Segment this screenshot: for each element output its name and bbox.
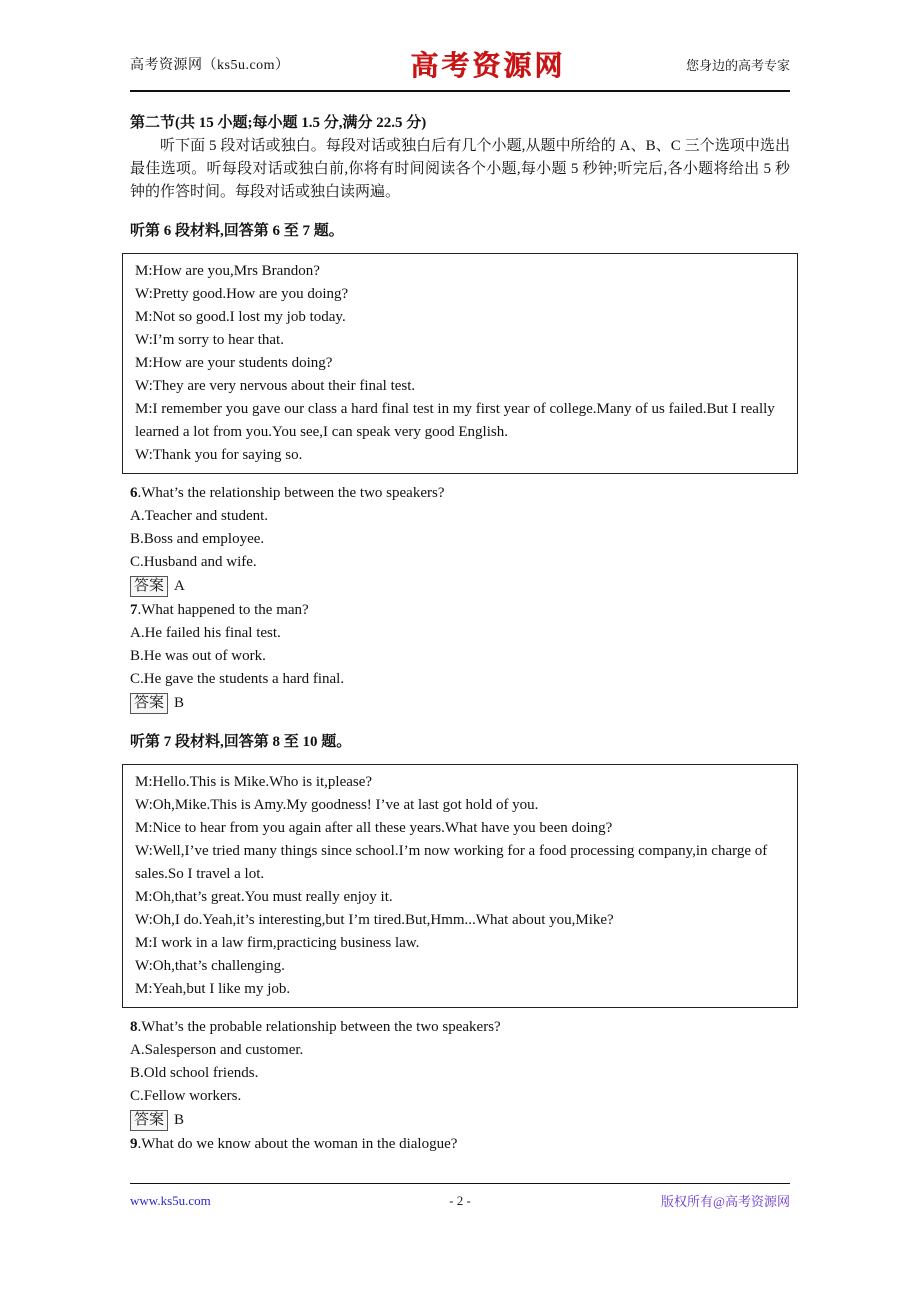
answer-value: A bbox=[174, 578, 185, 594]
question-stem bbox=[130, 482, 790, 505]
question-text: .What’s the probable relationship between the two speakers? bbox=[137, 1019, 501, 1035]
dialogue-line: W:Oh,I do.Yeah,it’s interesting,but I’m tired.But,Hmm...What about you,Mike? bbox=[135, 912, 614, 928]
page-footer bbox=[130, 1183, 790, 1210]
option-a: A.He failed his final test. bbox=[130, 625, 281, 641]
dialogue-line: M:How are you,Mrs Brandon? bbox=[135, 263, 320, 279]
dialogue-line: M:Not so good.I lost my job today. bbox=[135, 309, 346, 325]
material-heading-1: 听第 6 段材料,回答第 6 至 7 题。 bbox=[130, 223, 344, 239]
answer-row bbox=[130, 575, 790, 598]
dialogue-line: M:Oh,that’s great.You must really enjoy it. bbox=[135, 889, 393, 905]
answer-label: 答案 bbox=[130, 576, 168, 597]
option-b: B.Old school friends. bbox=[130, 1065, 259, 1081]
question-text: .What’s the relationship between the two speakers? bbox=[137, 485, 445, 501]
dialogue-line: W:I’m sorry to hear that. bbox=[135, 332, 284, 348]
header-site-name: 高考资源网（ks5u.com） bbox=[130, 58, 290, 73]
question-6 bbox=[130, 482, 790, 598]
option-b: B.Boss and employee. bbox=[130, 531, 265, 547]
dialogue-line: M:Nice to hear from you again after all these years.What have you been doing? bbox=[135, 820, 613, 836]
option-a: A.Salesperson and customer. bbox=[130, 1042, 304, 1058]
question-number: 8 bbox=[130, 1019, 138, 1035]
footer-copyright: 版权所有@高考资源网 bbox=[661, 1194, 791, 1209]
answer-label: 答案 bbox=[130, 1110, 168, 1131]
option-c: C.Fellow workers. bbox=[130, 1088, 242, 1104]
question-stem bbox=[130, 1133, 790, 1156]
dialogue-box-1 bbox=[122, 253, 798, 474]
option-b: B.He was out of work. bbox=[130, 648, 266, 664]
question-9 bbox=[130, 1133, 790, 1156]
answer-value: B bbox=[174, 1112, 185, 1128]
dialogue-line: M:How are your students doing? bbox=[135, 355, 333, 371]
page-header bbox=[130, 0, 790, 92]
question-7 bbox=[130, 599, 790, 715]
question-8 bbox=[130, 1016, 790, 1132]
question-number: 6 bbox=[130, 485, 138, 501]
option-c: C.He gave the students a hard final. bbox=[130, 671, 345, 687]
dialogue-line: W:Pretty good.How are you doing? bbox=[135, 286, 349, 302]
dialogue-box-2 bbox=[122, 764, 798, 1008]
dialogue-line: W:Well,I’ve tried many things since school.I’m now working for a food processing company,in charge of sales.So I travel a lot. bbox=[135, 843, 768, 882]
answer-label: 答案 bbox=[130, 693, 168, 714]
dialogue-line: M:I work in a law firm,practicing business law. bbox=[135, 935, 420, 951]
material-heading-2: 听第 7 段材料,回答第 8 至 10 题。 bbox=[130, 734, 352, 750]
page-number: - 2 - bbox=[449, 1192, 471, 1208]
footer-site-link[interactable]: www.ks5u.com bbox=[130, 1192, 211, 1208]
question-number: 9 bbox=[130, 1136, 138, 1152]
dialogue-line: M:Hello.This is Mike.Who is it,please? bbox=[135, 774, 373, 790]
dialogue-line: W:Thank you for saying so. bbox=[135, 447, 303, 463]
question-text: .What happened to the man? bbox=[137, 602, 309, 618]
dialogue-line: M:Yeah,but I like my job. bbox=[135, 981, 291, 997]
question-text: .What do we know about the woman in the dialogue? bbox=[137, 1136, 458, 1152]
section-title: 第二节(共 15 小题;每小题 1.5 分,满分 22.5 分) bbox=[130, 115, 427, 131]
question-stem bbox=[130, 599, 790, 622]
answer-value: B bbox=[174, 695, 185, 711]
instructions-paragraph: 听下面 5 段对话或独白。每段对话或独白后有几个小题,从题中所给的 A、B、C 三个选项中选出最佳选项。听每段对话或独白前,你将有时间阅读各个小题,每小题 5 秒钟;听完后,各小题将给出 5 秒钟的作答时间。每段对话或独白读两遍。 bbox=[130, 138, 790, 200]
dialogue-line: W:Oh,that’s challenging. bbox=[135, 958, 285, 974]
option-a: A.Teacher and student. bbox=[130, 508, 269, 524]
answer-row bbox=[130, 692, 790, 715]
header-slogan: 您身边的高考专家 bbox=[685, 57, 790, 73]
dialogue-line: W:Oh,Mike.This is Amy.My goodness! I’ve at last got hold of you. bbox=[135, 797, 539, 813]
answer-row bbox=[130, 1109, 790, 1132]
option-c: C.Husband and wife. bbox=[130, 554, 257, 570]
site-logo: 高考资源网 bbox=[410, 51, 566, 82]
question-number: 7 bbox=[130, 602, 138, 618]
dialogue-line: M:I remember you gave our class a hard final test in my first year of college.Many of us failed.But I really learned a lot from you.You see,I can speak very good English. bbox=[135, 401, 775, 440]
dialogue-line: W:They are very nervous about their final test. bbox=[135, 378, 416, 394]
question-stem bbox=[130, 1016, 790, 1039]
